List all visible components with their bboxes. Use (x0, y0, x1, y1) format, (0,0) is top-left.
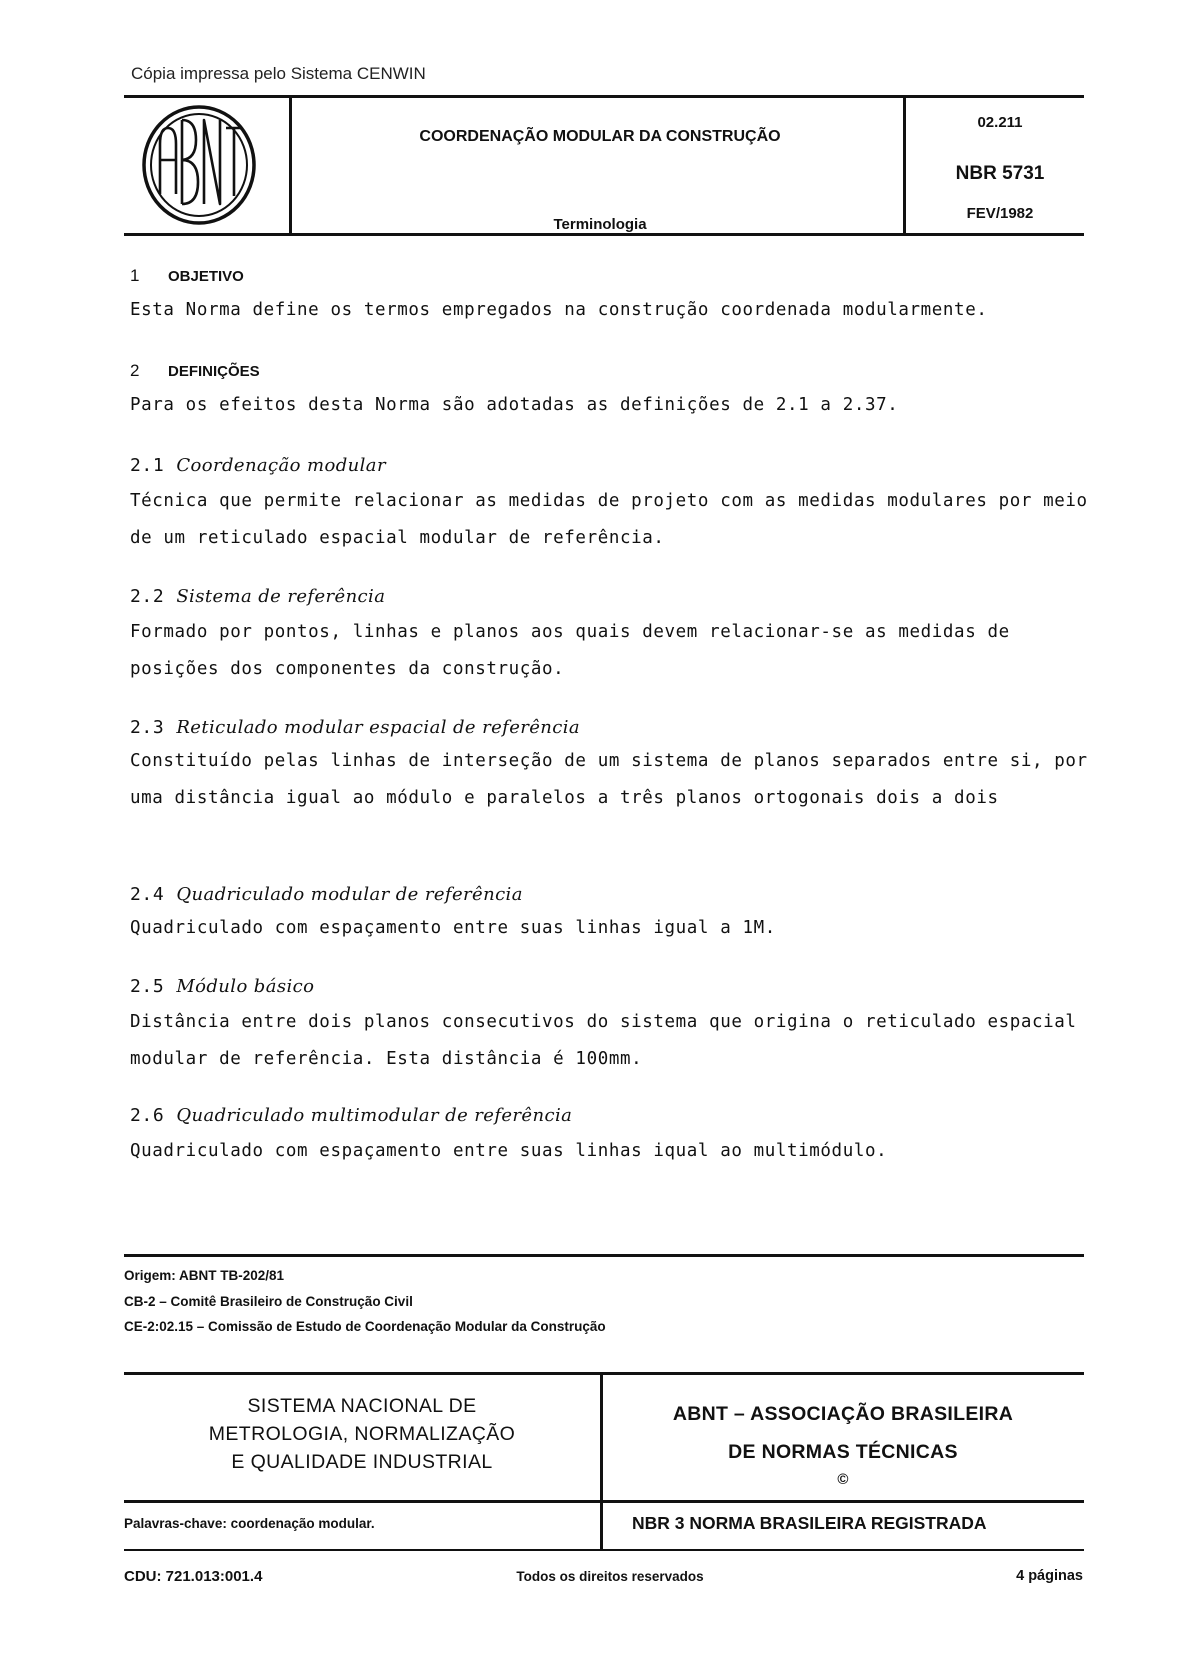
definition-text: Constituído pelas linhas de interseção de um sistema de planos separados entre si, por uma distância igual ao módulo e paralelos a três planos ortogonais dois a dois (130, 751, 1088, 808)
definition-title: 2.4 Quadriculado modular de referência (130, 884, 523, 905)
definition-title: 2.1 Coordenação modular (130, 455, 386, 476)
print-note: Cópia impressa pelo Sistema CENWIN (131, 64, 426, 83)
definition-text: Técnica que permite relacionar as medidas de projeto com as medidas modulares por meio de um reticulado espacial modular de referência. (130, 491, 1088, 548)
definition-text: Formado por pontos, linhas e planos aos quais devem relacionar-se as medidas de posições dos componentes da construção. (130, 622, 1010, 679)
section-heading-objetivo: 1 OBJETIVO (130, 266, 244, 285)
header-divider-right (903, 95, 906, 236)
rights-notice: Todos os direitos reservados (516, 1569, 704, 1584)
footer-box-middle-rule (124, 1500, 1084, 1503)
footer-rule (124, 1254, 1084, 1257)
abnt-block: ABNT – ASSOCIAÇÃO BRASILEIRA DE NORMAS TÉCNICAS © (603, 1395, 1083, 1489)
commission-line: CE-2:02.15 – Comissão de Estudo de Coordenação Modular da Construção (124, 1319, 606, 1334)
definition-text: Quadriculado com espaçamento entre suas linhas iqual ao multimódulo. (130, 1141, 888, 1161)
definition-title: 2.6 Quadriculado multimodular de referência (130, 1105, 573, 1126)
footer-box-top-rule (124, 1372, 1084, 1375)
abnt-logo (140, 104, 258, 226)
document-title: COORDENAÇÃO MODULAR DA CONSTRUÇÃO (419, 128, 781, 145)
standard-number: NBR 5731 (955, 163, 1045, 184)
page-count: 4 páginas (1016, 1568, 1083, 1584)
footer-box-bottom-rule (124, 1549, 1084, 1551)
section-text-objetivo: Esta Norma define os termos empregados na construção coordenada modularmente. (130, 300, 988, 320)
definition-title: 2.5 Módulo básico (130, 976, 315, 997)
section-heading-definicoes: 2 DEFINIÇÕES (130, 361, 260, 380)
document-code: 02.211 (977, 114, 1023, 131)
section-text-definicoes: Para os efeitos desta Norma são adotadas as definições de 2.1 a 2.37. (130, 395, 899, 415)
definition-title: 2.3 Reticulado modular espacial de referência (130, 717, 581, 738)
keywords: Palavras-chave: coordenação modular. (124, 1516, 375, 1531)
header-bottom-rule (124, 233, 1084, 236)
header-top-rule (124, 95, 1084, 98)
origin-line: Origem: ABNT TB-202/81 (124, 1268, 285, 1283)
header-divider-left (289, 95, 292, 236)
copyright-symbol: © (837, 1471, 849, 1488)
registered-standard: NBR 3 NORMA BRASILEIRA REGISTRADA (632, 1513, 987, 1533)
definition-title: 2.2 Sistema de referência (130, 586, 386, 607)
document-subtitle: Terminologia (553, 216, 647, 233)
committee-line: CB-2 – Comitê Brasileiro de Construção Civil (124, 1294, 413, 1309)
cdu-code: CDU: 721.013:001.4 (124, 1568, 263, 1585)
definition-text: Quadriculado com espaçamento entre suas linhas igual a 1M. (130, 918, 776, 938)
definition-text: Distância entre dois planos consecutivos do sistema que origina o reticulado espacial modular de referência. Esta distância é 100mm. (130, 1012, 1077, 1069)
document-date: FEV/1982 (966, 205, 1034, 222)
sinmetro-block: SISTEMA NACIONAL DE METROLOGIA, NORMALIZAÇÃO E QUALIDADE INDUSTRIAL (208, 1395, 516, 1473)
